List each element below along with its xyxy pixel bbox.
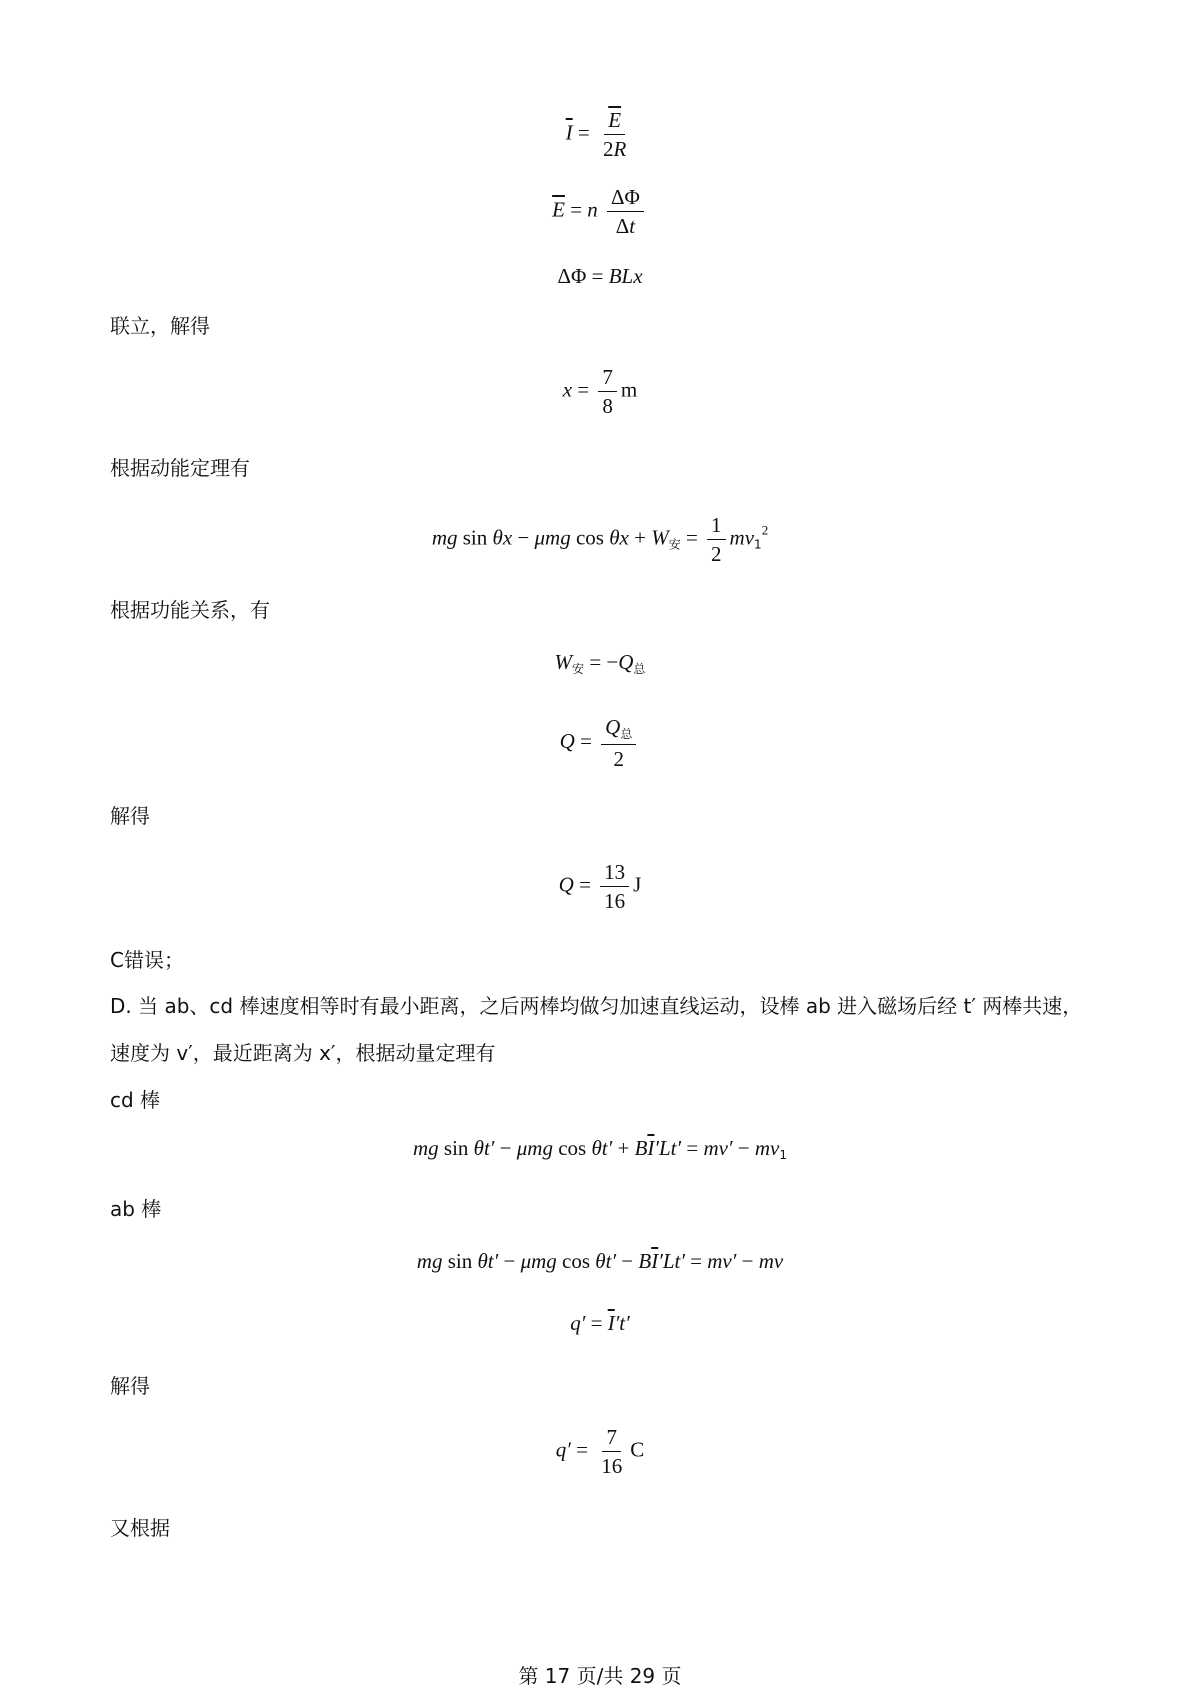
equation-charge-result: q′ = $\frac{7}{16}$ C [555,1425,645,1479]
text-combine: 联立，解得 [110,314,210,338]
equation-heat-half: Q = $\frac{Q_总}{2}$ [0,715,1200,771]
text-ab-rod: ab 棒 [110,1197,162,1221]
text-kinetic-theorem: 根据动能定理有 [110,456,250,480]
text-cd-rod: cd 棒 [110,1088,161,1112]
text-further: 又根据 [110,1516,170,1540]
equation-flux-change: ΔΦ = BLx [557,264,643,288]
text-d-line-1: D. 当 ab、cd 棒速度相等时有最小距离，之后两棒均做匀加速直线运动，设棒 ab 进入磁场后经 t′ 两棒共速， [110,994,1083,1018]
text-solve-2: 解得 [110,1374,150,1398]
equation-work-heat: $W_安 = -Q_总$ [554,650,646,676]
page-number: 第 17 页/共 29 页 [518,1664,682,1688]
equation-kinetic-energy: mg sin θx − μmg $\cos \theta x + W_安$ = $\frac{1}{2}$ $mv_1^2$ [431,513,769,567]
equation-charge: $q' = \overline{I}'t'$ [570,1311,630,1335]
equation-average-emf: $\overline{E} = n$ $\frac{\Delta\Phi}{\Delta t}$ [0,185,1200,238]
equation-heat-result: Q = $\frac{13}{16}$ J [558,860,642,914]
text-energy-relation: 根据功能关系，有 [110,598,270,622]
equation-average-current: $\overline{I}$ = $\frac{\overline{E}}{2R}$ [565,108,627,162]
text-d-line-2: 速度为 v′，最近距离为 x′，根据动量定理有 [110,1041,496,1065]
text-c-wrong: C错误； [110,948,184,972]
equation-cd-momentum: mg sin θt′ − μmg $\cos \theta t' + B\overline{I}'Lt' = mv' - mv_1$ [412,1136,788,1162]
text-solve-1: 解得 [110,804,150,828]
equation-displacement: x = $\frac{7}{8}$ m [562,365,638,419]
equation-ab-momentum: mg sin θt′ − μmg $\cos \theta t' - B\overline{I}'Lt' = mv'$ − mv [416,1249,784,1273]
